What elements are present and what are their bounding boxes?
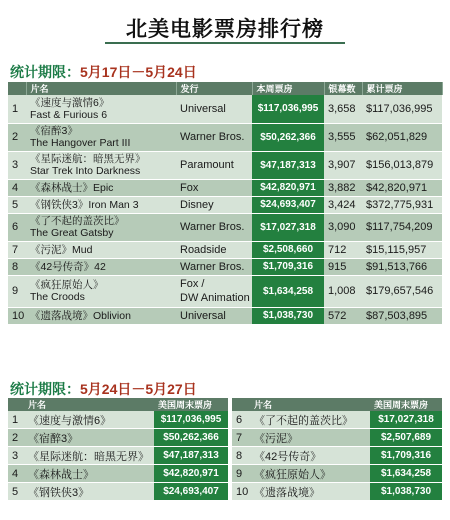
film-name-cn: 《了不起的盖茨比》: [30, 215, 125, 227]
film-name-left: 《速度与激情6》: [24, 411, 154, 429]
film-name-cell: [26, 213, 176, 241]
distributor-name: Disney: [180, 198, 214, 211]
film-name-en: The Croods: [30, 291, 85, 303]
distributor-name: Roadside: [180, 243, 227, 256]
total-gross-cell: $62,051,829: [362, 123, 442, 151]
title-underline: [105, 42, 345, 44]
col-header-title: 片名: [26, 82, 176, 95]
distributor-cell: [176, 151, 252, 179]
total-gross-cell: $87,503,895: [362, 307, 442, 324]
distributor-name-2: DW Animation: [180, 292, 250, 304]
rank-cell-right: 9: [232, 465, 250, 483]
weekend-gross-left: $24,693,407: [154, 483, 228, 501]
total-gross-cell: $156,013,879: [362, 151, 442, 179]
rank-cell-right: 10: [232, 483, 250, 501]
table-row: [8, 429, 442, 447]
distributor-cell: [176, 123, 252, 151]
film-name-cell: [26, 275, 176, 307]
weekly-gross-cell: $117,036,995: [252, 95, 324, 123]
total-gross-cell: $179,657,546: [362, 275, 442, 307]
film-name-en: The Hangover Part III: [30, 137, 131, 149]
distributor-name: Universal: [180, 102, 226, 115]
weekly-gross-cell: $1,038,730: [252, 307, 324, 324]
film-name-right: 《了不起的盖茨比》: [250, 411, 370, 429]
weekend-gross-right: $1,634,258: [370, 465, 442, 483]
screens-cell: 3,658: [324, 95, 362, 123]
total-gross-cell: $15,115,957: [362, 241, 442, 258]
distributor-cell: [176, 179, 252, 196]
table-row: [8, 151, 442, 179]
rank-cell-left: 4: [8, 465, 24, 483]
film-name-cell: [26, 307, 176, 324]
weekend-gross-left: $117,036,995: [154, 411, 228, 429]
distributor-name: Fox: [180, 181, 199, 194]
distributor-name: Warner Bros.: [180, 260, 245, 273]
distributor-cell: [176, 241, 252, 258]
table-row: [8, 95, 442, 123]
screens-cell: 3,907: [324, 151, 362, 179]
col-header-title-right: 片名: [250, 398, 370, 411]
rank-cell: 10: [8, 307, 26, 324]
distributor-cell: [176, 213, 252, 241]
weekend-box-office-table: [8, 398, 442, 501]
weekend-gross-right: $1,038,730: [370, 483, 442, 501]
weekend-gross-right: $17,027,318: [370, 411, 442, 429]
distributor-name: Paramount: [180, 159, 234, 171]
weekly-gross-cell: $47,187,313: [252, 151, 324, 179]
screens-cell: 1,008: [324, 275, 362, 307]
table-row: [8, 241, 442, 258]
film-name-left: 《宿醉3》: [24, 429, 154, 447]
film-name-cell: [26, 123, 176, 151]
col-header-total-gross: 累计票房: [362, 82, 442, 95]
rank-cell-right: 8: [232, 447, 250, 465]
film-name-right: 《遗落战境》: [250, 483, 370, 501]
table-row: [8, 465, 442, 483]
rank-cell: 6: [8, 213, 26, 241]
table-2-header: [8, 398, 442, 411]
table-row: [8, 411, 442, 429]
weekend-gross-left: $50,262,366: [154, 429, 228, 447]
rank-cell: 5: [8, 196, 26, 213]
period-2-range: 5月24日－5月27日: [80, 381, 197, 397]
rank-cell-right: 6: [232, 411, 250, 429]
rank-cell: 3: [8, 151, 26, 179]
rank-cell: 8: [8, 258, 26, 275]
weekly-gross-cell: $17,027,318: [252, 213, 324, 241]
weekly-gross-cell: $50,262,366: [252, 123, 324, 151]
weekend-gross-right: $2,507,689: [370, 429, 442, 447]
weekly-gross-cell: $1,634,258: [252, 275, 324, 307]
total-gross-cell: $42,820,971: [362, 179, 442, 196]
film-name-cn: 《污泥》Mud: [30, 243, 93, 256]
period-1-range: 5月17日－5月24日: [80, 64, 197, 80]
period-2-label: 统计期限：: [10, 381, 80, 397]
distributor-cell: [176, 95, 252, 123]
film-name-right: 《污泥》: [250, 429, 370, 447]
screens-cell: 3,090: [324, 213, 362, 241]
period-1-label: 统计期限：: [10, 64, 80, 80]
film-name-en: The Great Gatsby: [30, 227, 114, 239]
weekend-gross-left: $42,820,971: [154, 465, 228, 483]
total-gross-cell: $117,754,209: [362, 213, 442, 241]
col-header-title-left: 片名: [24, 398, 154, 411]
distributor-name: Warner Bros.: [180, 131, 245, 143]
film-name-cell: [26, 241, 176, 258]
total-gross-cell: $372,775,931: [362, 196, 442, 213]
table-row: [8, 123, 442, 151]
col-header-weekend-gross-right: 美国周末票房: [370, 398, 442, 411]
col-header-weekly-gross: 本周票房: [252, 82, 324, 95]
table-row: [8, 483, 442, 501]
film-name-cell: [26, 151, 176, 179]
table-row: [8, 196, 442, 213]
film-name-cn: 《遗落战境》Oblivion: [30, 309, 131, 322]
screens-cell: 3,555: [324, 123, 362, 151]
page-title: 北美电影票房排行榜: [126, 18, 324, 41]
weekly-gross-cell: $24,693,407: [252, 196, 324, 213]
distributor-name: Fox /: [180, 278, 205, 290]
film-name-cn: 《森林战士》Epic: [30, 181, 114, 194]
screens-cell: 712: [324, 241, 362, 258]
col-header-distributor: 发行: [176, 82, 252, 95]
distributor-cell: [176, 196, 252, 213]
screens-cell: 572: [324, 307, 362, 324]
film-name-cn: 《星际迷航：暗黑无界》: [30, 153, 146, 165]
film-name-left: 《星际迷航：暗黑无界》: [24, 447, 154, 465]
distributor-cell: [176, 307, 252, 324]
film-name-cell: [26, 179, 176, 196]
rank-cell-left: 3: [8, 447, 24, 465]
rank-cell: 1: [8, 95, 26, 123]
film-name-cell: [26, 258, 176, 275]
screens-cell: 3,882: [324, 179, 362, 196]
film-name-left: 《钢铁侠3》: [24, 483, 154, 501]
weekly-gross-cell: $42,820,971: [252, 179, 324, 196]
weekend-gross-left: $47,187,313: [154, 447, 228, 465]
period-1: [10, 62, 197, 82]
weekly-gross-cell: $1,709,316: [252, 258, 324, 275]
rank-cell-left: 2: [8, 429, 24, 447]
film-name-cn: 《42号传奇》42: [30, 260, 106, 273]
film-name-cn: 《速度与激情6》: [30, 96, 110, 109]
table-row: [8, 258, 442, 275]
film-name-cell: [26, 196, 176, 213]
col-header-screens: 银幕数: [324, 82, 362, 95]
film-name-left: 《森林战士》: [24, 465, 154, 483]
rank-cell: 7: [8, 241, 26, 258]
table-row: [8, 275, 442, 307]
rank-cell-left: 5: [8, 483, 24, 501]
screens-cell: 915: [324, 258, 362, 275]
rank-cell: 9: [8, 275, 26, 307]
total-gross-cell: $91,513,766: [362, 258, 442, 275]
table-1-header: [8, 82, 442, 95]
rank-cell-left: 1: [8, 411, 24, 429]
film-name-right: 《42号传奇》: [250, 447, 370, 465]
total-gross-cell: $117,036,995: [362, 95, 442, 123]
distributor-cell: [176, 275, 252, 307]
weekly-gross-cell: $2,508,660: [252, 241, 324, 258]
period-2: [10, 379, 197, 399]
film-name-cn: 《钢铁侠3》Iron Man 3: [30, 198, 139, 211]
film-name-en: Fast & Furious 6: [30, 108, 108, 121]
weekend-gross-right: $1,709,316: [370, 447, 442, 465]
table-row: [8, 179, 442, 196]
rank-cell: 2: [8, 123, 26, 151]
table-row: [8, 213, 442, 241]
col-header-weekend-gross-left: 美国周末票房: [154, 398, 228, 411]
table-row: [8, 307, 442, 324]
distributor-cell: [176, 258, 252, 275]
rank-cell: 4: [8, 179, 26, 196]
film-name-en: Star Trek Into Darkness: [30, 165, 141, 177]
film-name-cell: [26, 95, 176, 123]
film-name-cn: 《疯狂原始人》: [30, 279, 104, 291]
distributor-name: Universal: [180, 309, 226, 322]
weekly-box-office-table: [8, 82, 443, 325]
table-row: [8, 447, 442, 465]
distributor-name: Warner Bros.: [180, 221, 245, 233]
rank-cell-right: 7: [232, 429, 250, 447]
film-name-right: 《疯狂原始人》: [250, 465, 370, 483]
screens-cell: 3,424: [324, 196, 362, 213]
film-name-cn: 《宿醉3》: [30, 125, 78, 137]
